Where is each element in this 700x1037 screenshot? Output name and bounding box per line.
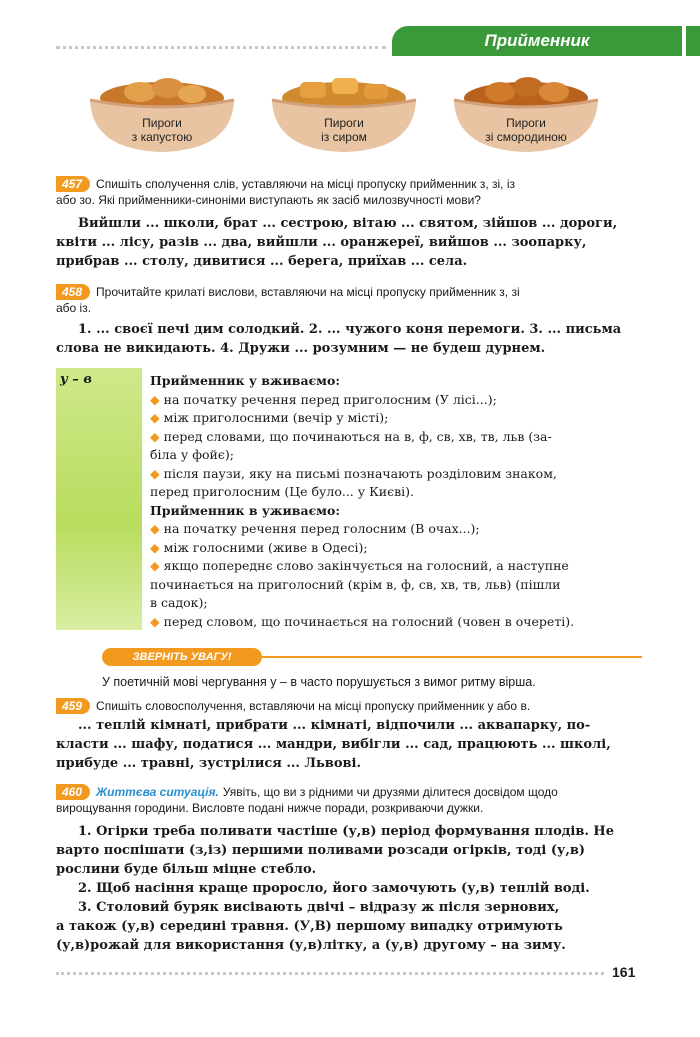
exercise-459-task: 459 Спишіть словосполучення, вставляючи на місці пропуску прийменник у або в. [56,698,646,714]
attention-badge: ЗВЕРНІТЬ УВАГУ! [102,648,262,666]
rule-tag: у – в [60,372,92,387]
footer-dotted-line [56,972,604,975]
exercise-460-text: 1. Огірки треба поливати частіше (у,в) період формування плодів. Не варто поспішати (з,із) першими поливами розсади огірків, тоді (у,в) рослини буде більш міцне стебло. 2. Щоб насіння краще проросло, його замочують (у,в) теплій воді. 3. Столовий буряк висівають двічі – відразу ж після зернових, а також (у,в) середині травня. (У,В) першому випадку отримують (у,в)рожай для використання (у,в)літку, а (у,в) другому – на зиму. [56,824,614,953]
rule-line: ◆ перед словами, що починаються на в, ф, св, хв, тв, льв (за- [150,428,552,444]
header-dotted-line [56,46,386,49]
exercise-457-task: 457 Спишіть сполучення слів, уставляючи на місці пропуску прийменник з, зі, із або зо. Які прийменники-синоніми виступають як засіб милозвучності мови? [56,177,515,207]
rule-line: починається на приголосний (крім в, ф, св, хв, тв, льв) (пішли [150,576,561,592]
rule-line: в садок); [150,595,208,610]
bowl-label: Пироги з капустою [131,116,193,144]
exercise-number: 458 [56,284,90,300]
exercise-number: 457 [56,176,90,192]
header-tab-bar [686,26,700,56]
rule-line: ◆ на початку речення перед голосним (В очах...); [150,521,480,536]
chapter-header: Прийменник [392,26,682,56]
rule-line: біла у фойє); [150,447,234,462]
exercise-number: 460 [56,784,90,800]
rule-line: ◆ між приголосними (вечір у місті); [150,410,389,425]
bowl-cheese-pies [264,70,424,159]
bowl-label: Пироги зі смородиною [485,116,567,144]
exercise-459-text: ... теплій кімнаті, прибрати ... кімнаті, відпочили ... аквапарку, по- класти ... шафу, податися ... мандри, вибігли ... сад, працюють ... школі, прибуде ... травні, зустрілися ... Львові. [56,718,611,771]
rule-line: ◆ якщо попереднє слово закінчується на голосний, а наступне [150,558,569,573]
rule-line: ◆ на початку речення перед приголосним (У лісі...); [150,391,497,407]
exercise-458-text: 1. ... своєї печі дим солодкий. 2. ... чужого коня перемоги. 3. ... письма слова не викидають. 4. Дружи ... розумним — не будеш дурнем. [56,322,622,356]
rule-line: Прийменник у вживаємо: [150,373,340,388]
exercise-457-text: Вийшли ... школи, брат ... сестрою, вітаю ... святом, зійшов ... дороги, квіти ... лісу, разів ... два, вийшли ... оранжереї, вийшов ... зоопарку, прибрав ... столу, дивитися ... берега, приїхав ... села. [56,216,618,269]
page-number: 161 [612,964,636,980]
bowl-label: Пироги із сиром [321,116,367,144]
bowl-cabbage-pies [82,70,242,159]
attention-text: У поетичній мові чергування у – в часто порушується з вимог ритму вірша. [102,675,536,689]
rule-line: ◆ між голосними (живе в Одесі); [150,539,368,555]
rule-side-panel [56,368,142,630]
exercise-number: 459 [56,698,90,714]
rule-line: Прийменник в уживаємо: [150,502,340,518]
rule-list [150,372,640,631]
exercise-460-task: 460 Життєва ситуація. Уявіть, що ви з рідними чи друзями ділитеся досвідом щодо вирощування городини. Висловте подані нижче поради, розкриваючи дужки. [56,785,558,815]
exercise-458-task: 458 Прочитайте крилаті вислови, вставляючи на місці пропуску прийменник з, зі або із. [56,285,520,315]
rule-line: ◆ після паузи, яку на письмі позначають розділовим знаком, [150,465,557,481]
bowl-currant-pies [446,70,606,159]
rule-line: перед приголосним (Це було... у Києві). [150,484,414,499]
rule-line: ◆ перед словом, що починається на голосний (човен в очереті). [150,613,575,629]
